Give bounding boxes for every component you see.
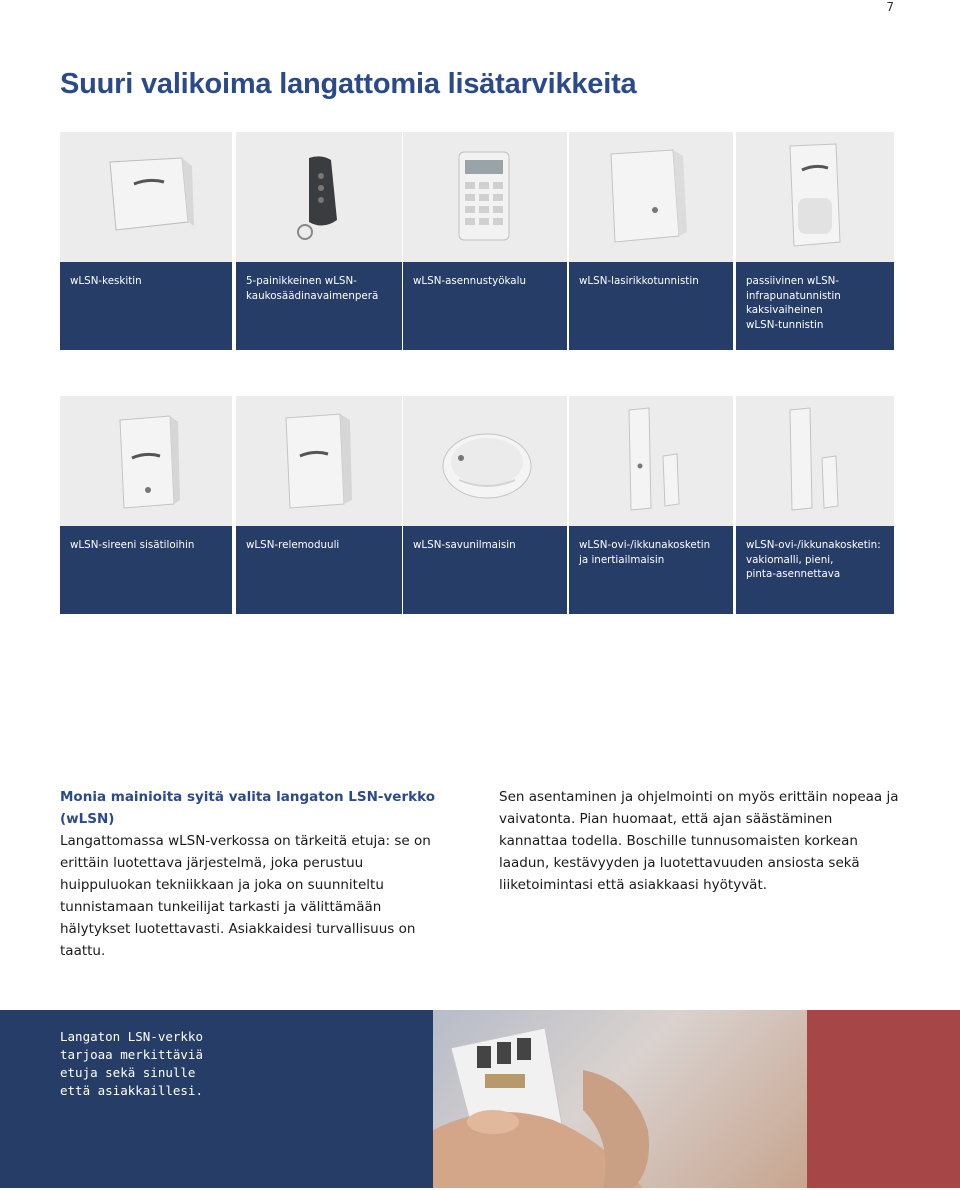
product-photo <box>569 396 733 526</box>
product-photo <box>236 396 402 526</box>
siren-icon <box>114 414 184 514</box>
keyfob-icon <box>291 154 351 244</box>
product-card-relemoduuli <box>236 396 402 614</box>
product-label: passiivinen wLSN- infrapunatunnistin kaksivaiheinen wLSN-tunnistin <box>736 262 894 350</box>
product-photo <box>736 132 894 262</box>
product-label: wLSN-asennustyökalu <box>403 262 567 350</box>
smoke-detector-icon <box>439 422 535 502</box>
door-contact-small-icon <box>782 406 852 516</box>
product-card-keskitin <box>60 132 232 350</box>
product-label: wLSN-savunilmaisin <box>403 526 567 614</box>
reasons-right-body: Sen asentaminen ja ohjelmointi on myös erittäin nopeaa ja vaivatonta. Pian huomaat, että ajan säästäminen kannattaa todella. Boschille tunnusomaisten korkean laadun, kestävyyden ja luotettavuuden ansiosta sekä liiketoimintasi että asiakkaasi hyötyvät. <box>499 789 899 893</box>
product-photo <box>236 132 402 262</box>
product-photo <box>736 396 894 526</box>
product-card-kaukosaadin <box>236 132 402 350</box>
product-label: 5-painikkeinen wLSN- kaukosäädinavaimenperä <box>236 262 402 350</box>
glass-break-detector-icon <box>603 148 693 248</box>
door-contact-icon <box>621 406 691 516</box>
footer-caption-panel <box>0 1010 433 1188</box>
product-label: wLSN-relemoduuli <box>236 526 402 614</box>
product-card-sireeni <box>60 396 232 614</box>
product-card-ovikosketin-inertia <box>569 396 733 614</box>
product-card-asennustyokalu <box>403 132 567 350</box>
product-photo <box>60 396 232 526</box>
footer-photo <box>433 1010 807 1188</box>
reasons-left-column <box>60 786 455 962</box>
reasons-right-column <box>499 786 899 896</box>
page-number: 7 <box>886 0 894 14</box>
product-photo <box>403 132 567 262</box>
pir-detector-icon <box>782 142 852 252</box>
product-card-ovikosketin-vakio <box>736 396 894 614</box>
product-photo <box>403 396 567 526</box>
hub-device-icon <box>102 156 194 236</box>
footer-accent-block <box>807 1010 960 1188</box>
product-label: wLSN-ovi-/ikkunakosketin: vakiomalli, pieni, pinta-asennettava <box>736 526 894 614</box>
product-card-lasirikkotunnistin <box>569 132 733 350</box>
hand-holding-device-icon <box>433 1010 807 1188</box>
reasons-heading: Monia mainioita syitä valita langaton LSN-verkko (wLSN) <box>60 789 435 827</box>
product-label: wLSN-ovi-/ikkunakosketin ja inertiailmaisin <box>569 526 733 614</box>
product-label: wLSN-sireeni sisätiloihin <box>60 526 232 614</box>
product-photo <box>60 132 232 262</box>
relay-module-icon <box>280 412 356 512</box>
product-label: wLSN-keskitin <box>60 262 232 350</box>
footer-caption: Langaton LSN-verkko tarjoaa merkittäviä etuja sekä sinulle että asiakkaillesi. <box>60 1029 203 1098</box>
page-title: Suuri valikoima langattomia lisätarvikkeita <box>60 68 637 100</box>
reasons-left-body: Langattomassa wLSN-verkossa on tärkeitä etuja: se on erittäin luotettava järjestelmä, joka perustuu huippuluokan tekniikkaan ja joka on suunniteltu tunnistamaan tunkeilijat tarkasti ja välittämään hälytykset luotettavasti. Asiakkaidesi turvallisuus on taattu. <box>60 833 431 959</box>
product-card-savunilmaisin <box>403 396 567 614</box>
product-photo <box>569 132 733 262</box>
product-card-infrapunatunnistin <box>736 132 894 350</box>
product-label: wLSN-lasirikkotunnistin <box>569 262 733 350</box>
footer-band <box>0 1010 960 1188</box>
installation-tool-icon <box>453 150 517 244</box>
